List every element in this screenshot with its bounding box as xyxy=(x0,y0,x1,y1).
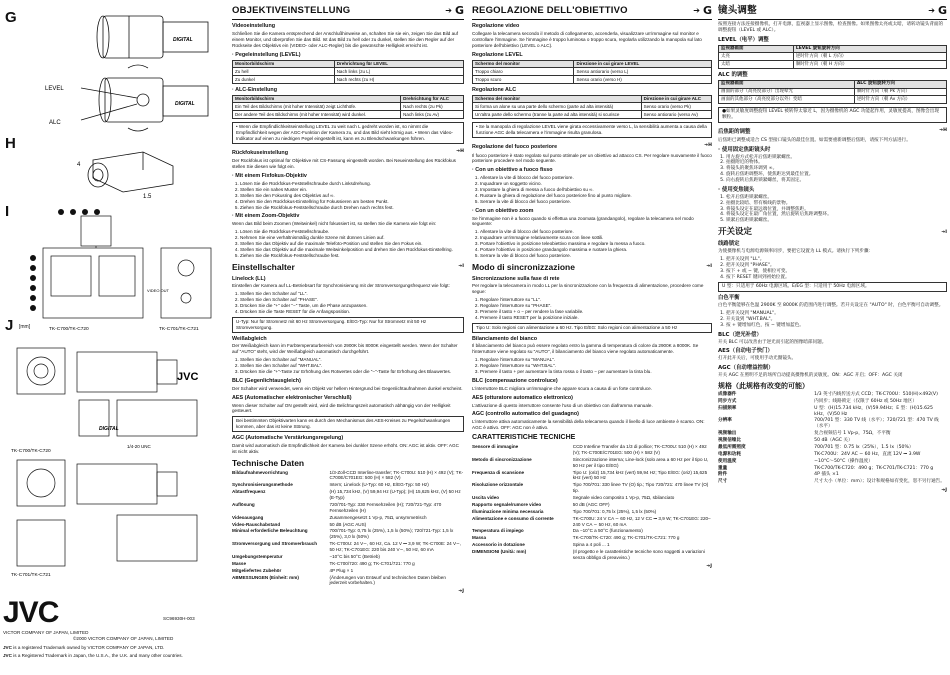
blc-heading: BLC (Gegenlichtausgleich) xyxy=(232,377,301,384)
model-label-c: TK-C700/TK-C720 xyxy=(11,449,51,454)
spec-row xyxy=(472,482,712,494)
spec-row xyxy=(472,542,712,548)
sync-text-it: Per regolare la telecamera in modo LL per la sincronizzazione con la frequenza di alimentazione, procedere come segue: xyxy=(472,283,704,295)
spec-row xyxy=(472,457,712,469)
spec-value: 700/701 型：0.75 lx（25%），1.5 lx（50%） xyxy=(814,444,914,450)
spec-key: Uscita video xyxy=(472,495,500,500)
chinese-title: 镜头调整 xyxy=(718,4,757,16)
aes-heading-it: AES (otturatore automatico elettronico) xyxy=(472,394,573,401)
spec-value: 1/3-Zoll-CCD Interline-transfer; TK-C700U: 510 (H) × 492 (V); TK-C700E/C701EG: 500 (H) × 582 (V) xyxy=(329,469,464,481)
spec-value: Tipo 700/701: 0,75 lx (25%), 1,5 lx (50%) xyxy=(572,508,657,514)
aes-text-zh: 打开此开关后，可使用手动光圈镜头。 xyxy=(718,356,797,362)
spec-key: Masse xyxy=(232,560,247,566)
spec-value: U 型：(H)15.734 kHz，(V)59.94Hz；E 型：(H)15.625 kHz，(V)50 Hz xyxy=(814,405,933,417)
spec-row xyxy=(232,522,464,528)
spec-key: Alimentazione e consumo di corrente xyxy=(472,515,554,521)
chinese-header xyxy=(718,4,947,20)
spec-row xyxy=(232,568,464,574)
spec-value: Tipo U: (oriz) 15,734 kHz (vert) 59,94 Hz; Tipo E/EG: (oriz) 15,625 kHz (vert) 50 Hz xyxy=(572,469,708,481)
spec-row xyxy=(232,502,464,514)
spec-row xyxy=(718,392,947,398)
blc-text-it: L'interruttore BLC migliora un'immagine che appare scura a causa di un forte controluce. xyxy=(472,385,652,391)
alc-heading-zh: ALC 的调整 xyxy=(718,71,748,78)
spec-list-zh xyxy=(718,392,947,485)
level-note-it: • Se la manopola di regolazione LEVEL viene girata eccessivamente verso L, la sensibilità aumenta a causa della funzione AGC della telecamera e l'immagine risulta granulosa. xyxy=(472,122,712,138)
agc-text-zh: 开关 AGC 在照明不足的场所自动提高摄像机的灵敏度。ON：AGC 开启；OFF：AGC 关闭 xyxy=(718,373,903,379)
thread-label: 1/4-20 UNC xyxy=(127,444,151,449)
model-label-a: TK-C700/TK-C720 xyxy=(49,327,89,332)
sync-heading-it: Modo di sincronizzazione xyxy=(472,261,575,272)
spec-value: 720/701-Typ: 330 Fernsehzeilen (H); 720/721-Typ: 470 Fernsehzeilen (H) xyxy=(329,501,442,513)
chinese-column xyxy=(718,4,947,666)
spec-value: 4P 插头 ×1 xyxy=(814,472,839,478)
spec-key: Stromversorgung und Stromverbrauch xyxy=(232,541,317,547)
intro-text-zh: 按照连接方法连接摄像机，打开电源，监视器上显示图像，检查图像。如果图像太亮或太暗，请转动镜头背面的调整旋钮（LEVEL 或 ALC）。 xyxy=(718,22,944,33)
section-letter-g: G xyxy=(5,9,17,26)
jvc-body-logo: JVC xyxy=(177,371,199,383)
spec-value: TK-C700U: 24 V CA ∼ 60 Hz, 12 V CC ⎓ 3,9 W; TK-C701EG: 220–240 V CA ∼ 50 Hz, 60 mA xyxy=(572,515,711,527)
section-letter-j: J xyxy=(5,317,14,334)
unit-label: [mm] xyxy=(19,324,31,330)
spec-value: 内同步；线路锁定（仅限于 60Hz 或 50Hz 地区） xyxy=(814,398,917,404)
model-label-d: TK-C701/TK-C721 xyxy=(11,573,51,578)
spec-value: Segnale video composito 1 Vp-p, 75Ω, sbilanciato xyxy=(572,495,675,500)
spec-value: 50 dB (AGC AUS) xyxy=(329,521,367,527)
zoom-heading-it: · Con un obiettivo zoom xyxy=(472,207,534,214)
alc-table: Monitorbildschirm Drehrichtung für ALC Ein Teil des Bildschirms (mit hoher Intensität) zeigt Lichthöfe. Nach rechts (zu Pk) Der andere Teil des Bildschirms (mit hoher Intensität) wird dunkel. Nach links (zu Av) xyxy=(232,95,464,119)
level-table: Monitorbildschirm Drehrichtung für LEVEL Zu hell Nach links (zu L) Zu dunkel Nach rechts (zu H) xyxy=(232,60,464,84)
zoom-steps-zh: 1. 松开后焦距锁紧螺丝。 2. 拍摄比较暗、带有细线的景物。 3. 将镜头设定在最远端位置，并调整焦距。 4. 将镜头设定在最广角位置，然后旋转后焦距调整环。 5. 锁紧后焦距锁紧螺丝。 xyxy=(718,195,947,224)
spec-value: 700/701-Typ: 0,75 lx (25%), 1,5 lx (50%); 720/721-Typ: 1,5 lx (25%), 3,0 lx (50%) xyxy=(329,528,454,540)
see-figure-j-zh: ➔J xyxy=(941,488,947,494)
spec-value: 尺寸大小（单位：mm）；设计和规格如有变化，恕不另行通告。 xyxy=(814,479,945,485)
spec-row xyxy=(472,535,712,541)
spec-key: 最低所需照度 xyxy=(718,444,746,450)
italian-column xyxy=(472,4,712,666)
level-label: LEVEL xyxy=(45,86,64,92)
jvc-logo: JVC xyxy=(3,596,59,629)
see-figure-i-zh: ➔I xyxy=(941,229,947,235)
digital-label-3: DIGITAL xyxy=(99,426,119,432)
spec-value: −10°C～50°C（操作温度） xyxy=(814,458,873,464)
spec-row xyxy=(718,445,947,451)
sync-note-it: Tipo U: Solo regioni con alimentazione a 60 Hz. Tipo E/EG: Solo regioni con alimentazione a 50 Hz xyxy=(472,323,712,333)
spec-value: Sincronizzazione interna; Line-lock (solo area a 60 Hz per il tipo U, 50 Hz per il tipo E/EG) xyxy=(572,456,709,468)
spec-key: 视频输出 xyxy=(718,431,737,437)
spec-row xyxy=(718,479,947,485)
spec-row xyxy=(232,541,464,553)
trademark-2: JVC is a Registered Trademark in Japan, the U.S.A., the U.K. and many other countries. xyxy=(3,653,183,658)
ll-text-zh: 为使摄像机与电源电源频率同步，要把它设置为 LL 模式。请执行下列步骤： xyxy=(718,249,874,255)
spec-row xyxy=(472,516,712,528)
german-title: OBJEKTIVEINSTELLUNG xyxy=(232,4,351,16)
spec-value: Da −10°C a 50°C (funzionamento) xyxy=(572,528,643,534)
alc-heading: · ALC-Einstellung xyxy=(232,86,278,93)
spec-key: Umgebungstemperatur xyxy=(232,553,283,559)
aes-text: Wenn dieser Schalter auf ON gestellt wird, wird die Belichtungszeit automatisch abhängig von der Helligkeit gesteuert. xyxy=(232,402,451,414)
aes-heading-zh: AES（自动电子快门） xyxy=(718,348,773,355)
wb-steps-zh: 1. 把开关设到 "MANUAL"。 2. 开关设到 "WHT.BAL"。 3. 按 + 键增加红色，按 − 键增加蓝色。 xyxy=(718,311,947,329)
fixed-focus-heading-zh: · 使用固定焦距镜头时 xyxy=(718,146,771,153)
spec-key: Abtastfrequenz xyxy=(232,489,266,495)
ll-heading-zh: 线路锁定 xyxy=(718,241,740,248)
spec-key: Minimal erforderliche Beleuchtung xyxy=(232,528,308,534)
wb-steps: 1. Stellen Sie den Schalter auf "MANUAL". 2. Stellen Sie den Schalter auf "WHT.BAL". 3. Drücken Sie die "+"-Taste zur Erhöhung des Rotwertes oder die "−"-Taste für Erhöhung des Blauwertes. xyxy=(232,357,464,375)
spec-key: 扫描频率 xyxy=(718,405,737,411)
spec-list-it xyxy=(472,444,712,561)
spec-key: Bildaufnahmevorrichtung xyxy=(232,469,288,475)
fixed-focus-heading: · Mit einem Fixfokus-Objektiv xyxy=(232,173,307,180)
linelock-steps: 1. Stellen Sie den Schalter auf "LL". 2. Stellen Sie den Schalter auf "PHASE". 3. Drücken Sie die "+" oder "−" Taste, um die Phase anzupassen. 4. Drücken Sie die Taste RESET für die Anfangsposition. xyxy=(232,291,464,315)
spec-row xyxy=(718,452,947,458)
section-letter-i: I xyxy=(5,203,10,220)
ll-note-zh: U 型：只适用于 60Hz 电源区域。E/EG 型：只适用于 50Hz 电源区域。 xyxy=(718,282,947,292)
level-heading: · Pegeleinstellung (LEVEL) xyxy=(232,51,301,58)
wb-text: Der Weißabgleich kann im Farbtemperaturbereich von 2900K bis 8000K eingestellt werden. Wenn der Schalter auf "AUTO" steht, wird der Weißabgleich automatisch durchgeführt. xyxy=(232,343,458,355)
spec-row xyxy=(718,418,947,430)
blc-heading-zh: BLC（逆光补偿） xyxy=(718,331,762,338)
aes-note: Bei bestimmten Objektivarten kann es durch den Mechanismus des AES-Kreises zu Pegelschwankungen kommen, aber das ist keine Störung. xyxy=(232,416,464,432)
spec-key: 视频信噪比 xyxy=(718,438,741,444)
wb-text-it: Il bilanciamento del bianco può essere regolato entro la gamma di temperatura di colore da 2900K a 8000K. Se l'interruttore viene regolato su "AUTO", il bilanciamento del bianco viene regolato automaticamente. xyxy=(472,343,699,355)
level-note: • Wenn die Empfindlichkeitseinstellung LEVEL zu weit nach L gedreht worden ist, so nimmt die Empfindlichkeit wegen der AGC-Funktion der Kamera zu, und das Bild sieht körnig aus. • Wenn das Video-Indikator auf einen zu niedrigen Pegel eingestellt ist, kann es zu Blendschwankungen führen. xyxy=(232,122,464,144)
spec-value: TK-C700/TK-C720：490 g；TK-C701/TK-C721：770 g xyxy=(814,465,934,471)
aes-heading: AES (Automatischer elektronischer Verschluß) xyxy=(232,394,352,401)
aes-text-it: L'attivazione di questo interruttore consente l'uso di un obiettivo con diaframma manuale. xyxy=(472,402,653,408)
see-figure-g-it: ➔ G xyxy=(693,4,712,17)
zoom-text: Wenn das Bild beim Zoomen (Weitwinkel) nicht fokussiert ist, so stellen Sie die Kamera wie folgt ein: xyxy=(232,221,437,227)
backfocus-heading-it: Regolazione del fuoco posteriore xyxy=(472,143,558,150)
spec-row xyxy=(472,528,712,534)
spec-row xyxy=(232,482,464,488)
wb-heading-zh: 白色平衡 xyxy=(718,295,740,302)
copyright: ©2000 VICTOR COMPANY OF JAPAN, LIMITED xyxy=(73,636,174,641)
german-header xyxy=(232,4,464,20)
backfocus-text: Der Rückfokus ist optimal für Objektive mit CS-Fassung eingestellt worden. Bei Neueinstellung des Rückfokus stellen Sie diesen wie folgt ein. xyxy=(232,158,456,170)
callout-4: 4 xyxy=(77,162,81,168)
wb-heading: Weißabgleich xyxy=(232,335,267,342)
fixed-focus-steps: 1. Lösen Sie die Rückfokus-Feststellschraube durch Linksdrehung. 2. Stellen Sie ein nahes Muster ein. 3. Stellen Sie den Fokusring des Objektivs auf ∞. 4. Drehen Sie den Rückfokus-Einstellring für Fokussieren am besten Punkt. 5. Ziehen Sie die Rückfokus-Feststellschraube durch Drehen nach rechts fest. xyxy=(232,181,464,210)
digital-label-2: DIGITAL xyxy=(175,101,195,107)
agc-heading-it: AGC (controllo automatico del guadagno) xyxy=(472,411,579,418)
spec-row xyxy=(232,470,464,482)
zoom-steps-it: 1. Allentare la vite di blocco del fuoco posteriore. 2. Inquadrare un'immagine relativamente scura con linee sottili. 3. Portare l'obiettivo in posizione teleobiettivo massima e regolare la messa a fuoco. 4. Portare l'obiettivo in posizione grandangolo massima e ruotare la ghiera. 5. Serrare la vite di blocco del fuoco posteriore. xyxy=(472,229,712,258)
spec-value: Intern; Linelock (U-Typ: 60 Hz, E/EG-Typ: 50 Hz) xyxy=(329,482,429,488)
backfocus-heading: Rückfokuseinstellung xyxy=(232,149,289,156)
document-code: SC96930H-003 xyxy=(163,616,195,621)
digital-label-1: DIGITAL xyxy=(173,37,193,43)
spec-key: 附件 xyxy=(718,472,728,478)
sync-sub-it: Sincronizzazione sulla fase di rete xyxy=(472,275,560,282)
level-table-it: Schermo del monitor Direzione in cui girare LEVEL Troppo chiaro Senso antiorario (verso L) Troppo scuro Senso orario (verso H) xyxy=(472,60,712,84)
backfocus-text-zh: 后焦距已调整成适合 CS 型接口镜头的最佳位置。如需要重新调整后焦距，请按下列方法进行。 xyxy=(718,137,911,143)
spec-key: Accessorio in dotazione xyxy=(472,542,525,548)
linelock-heading: Linelock (LL) xyxy=(232,275,266,282)
spec-value: CCD Interline Transfer da 1/3 di pollice; TK-C700U: 510 (H) × 492 (V); TK-C700E/C701EG: 500 (H) × 582 (V) xyxy=(572,444,707,455)
level-table-zh: 监视器画面 LEVEL 旋钮旋转方向 太亮 逆时针方向（朝 L 方向） 太暗 顺时针方向（朝 H 方向） xyxy=(718,45,947,69)
spec-row xyxy=(472,509,712,515)
ll-steps-zh: 1. 把开关设到 "LL"。 2. 把开关设到 "PHASE"。 3. 按下 + 或 − 键，使相位可变。 4. 按下 RESET 键回到初始位置。 xyxy=(718,257,947,281)
spec-key: Metodo di sincronizzazione xyxy=(472,456,532,462)
italian-title: REGOLAZIONE DELL'OBIETTIVO xyxy=(472,4,628,16)
spec-key: Illuminazione minima necessaria xyxy=(472,508,544,514)
spec-row xyxy=(718,472,947,478)
spec-heading-it: CARATTERISTICHE TECNICHE xyxy=(472,434,576,442)
level-heading-zh: LEVEL（电平）调整 xyxy=(718,36,769,43)
spec-value: 50 dB (AGC OFF) xyxy=(572,501,610,507)
spec-row xyxy=(232,575,464,587)
agc-text-it: L'interruttore attiva automaticamente la sensibilità della telecamera quando il livello di luce ambiente è scarso. ON: AGC è attivo. OFF: AGC non è attivo. xyxy=(472,419,705,431)
blc-heading-it: BLC (compensazione controluce) xyxy=(472,377,558,384)
spec-value: 1/3 英寸内线传送方式 CCD；TK-C700U：510(H)×492(V) xyxy=(814,391,938,397)
spec-heading: Technische Daten xyxy=(232,457,305,468)
spec-value: Tipo 700/701: 330 linee TV (O) tip.; Tipo 720/721: 470 linee TV (O) tip. xyxy=(572,482,709,494)
spec-value: 700/701 型：330 TV 线（水平）；720/721 型：470 TV 线（水平） xyxy=(814,418,939,430)
video-text: Schließen Sie die Kamera entsprechend der Anschlußhinweise an, schalten Sie sie ein, zeigen Sie das Bild auf einem Monitor, und überprüfen Sie das Bild. Ist das Bild zu hell oder zu dunkel, stellen Sie den Regler auf der Rückseite des Objektivs ein (VIDEO- oder ALC-Regler) bis die gewünschte Helligkeit erreicht ist. xyxy=(232,30,458,48)
see-figure-j: ➔J xyxy=(458,589,464,595)
spec-row xyxy=(472,502,712,508)
spec-row xyxy=(718,406,947,418)
sync-steps-it: 1. Regolare l'interruttore su "LL". 2. Regolare l'interruttore su "PHASE". 3. Premere il tasto + o − per rendere la fase variabile. 4. Premere il tasto RESET per la posizione iniziale. xyxy=(472,297,712,321)
spec-row xyxy=(718,399,947,405)
spec-row xyxy=(472,549,712,561)
diagram-column xyxy=(3,4,225,666)
zoom-text-it: Se l'immagine non è a fuoco quando si effettua una zoomata (grandangolo), regolare la telecamera nel modo seguente: xyxy=(472,215,694,227)
dimensions-diagram xyxy=(7,340,223,590)
see-figure-i: ➔I xyxy=(458,264,464,270)
spec-value: (H) 15,734 kHz, (V) 59,94 Hz (U-Typ); (H) 15,625 kHz, (V) 50 Hz (E-Typ) xyxy=(329,489,461,501)
alc-table-it: Schermo del monitor Direzione in cui girare ALC Si forma un alone su una parte dello schermo (parte ad alta intensità) Senso orario (verso Pk) Un'altra parte dello schermo (tranne la parte ad alta intensità) si scurisce Senso antiorario (verso Av) xyxy=(472,95,712,119)
spec-row xyxy=(718,466,947,472)
trademark-1: JVC is a registered Trademark owned by VICTOR COMPANY OF JAPAN, LTD. xyxy=(3,645,165,650)
spec-row xyxy=(718,459,947,465)
spec-row xyxy=(232,515,464,521)
see-figure-g-zh: ➔ G xyxy=(928,4,947,17)
video-out-label: VIDEO OUT xyxy=(147,288,170,293)
blc-text-zh: 开关 BLC 可以改善由于逆光而引起的图像暗部问题。 xyxy=(718,339,827,345)
blc-text: Der Schalter wird verwendet, wenn ein Objekt vor hellem Hintergrund bei Gegenlichtaufnahmen dunkel erscheint. xyxy=(232,385,463,391)
spec-row xyxy=(232,561,464,567)
spec-row xyxy=(472,444,712,456)
see-figure-h-it: ➔H xyxy=(704,143,712,149)
spec-key: Rapporto segnale/rumore video xyxy=(472,501,542,507)
video-heading: Videoeinstellung xyxy=(232,23,276,30)
spec-key: 电源和功耗 xyxy=(718,451,741,457)
lens-adjustment-diagram xyxy=(33,8,223,136)
spec-key: 重量 xyxy=(718,465,728,471)
spec-key: Risoluzione orizzontale xyxy=(472,482,524,488)
alc-heading-it: Regolazione ALC xyxy=(472,86,517,93)
agc-text: Damit wird automatisch die Empfindlichkeit der Kamera bei dunkler Szene erhöht. ON: AGC ist aktiv. OFF: AGC ist nicht aktiv. xyxy=(232,442,459,454)
spec-key: Auflösung xyxy=(232,501,255,507)
callout-1-5: 1.5 xyxy=(143,194,152,200)
spec-value: TK-C700U: 24 V∼, 60 Hz, Ca. 12 V ⎓ 3,9 W; TK-C700E: 24 V∼, 50 Hz; TK-C701EG: 220 bis 240 V∼, 50 Hz, 60 mA xyxy=(329,541,462,553)
spec-value: −10°C bis 50°C (Betrieb) xyxy=(329,553,380,559)
spec-value: (Änderungen von Entwurf und technischen Daten bleiben jederzeit vorbehalten.) xyxy=(329,574,446,586)
spec-heading-zh: 规格（此规格有改变的可能） xyxy=(718,382,809,391)
agc-heading-zh: AGC（自动增益控制） xyxy=(718,365,774,372)
spec-row xyxy=(232,554,464,560)
spec-value: 50 dB（AGC 关） xyxy=(814,438,853,444)
spec-value: 4P Plug × 1 xyxy=(329,567,354,573)
linelock-note: U-Typ: Nur für Stromnetz mit 60 Hz Stromversorgung. E/EG-Typ: Nur für Stromnetz mit 50 Hz Stromversorgung. xyxy=(232,317,464,333)
spec-list xyxy=(232,470,464,587)
see-figure-i-it: ➔I xyxy=(706,264,712,270)
spec-key: 成像器件 xyxy=(718,391,737,397)
level-heading-it: Regolazione LEVEL xyxy=(472,51,523,58)
spec-value: TK-C700U：24V AC ∼ 60 Hz，直流 12V ⎓ 3.9W xyxy=(814,451,921,457)
level-note-zh: ●如果灵敏度调整旋钮 LEVEL 被转得太靠近 L，因为摄像机的 AGC 功能起作用，灵敏度提高，图像会出现颗粒。 xyxy=(718,107,947,123)
see-figure-j-it: ➔J xyxy=(706,563,712,569)
spec-key: Mitgeliefertes Zubehör xyxy=(232,567,282,573)
backfocus-text-it: Il fuoco posteriore è stato regolato sul punto ottimale per un obiettivo ad attacco CS. Per regolare nuovamente il fuoco posteriore procedere nel modo seguente. xyxy=(472,152,712,164)
zoom-steps: 1. Lösen Sie die Rückfokus-Feststellschraube. 2. Nehmen Sie eine verhältnismäßig dunkle Szene mit dünnen Linien auf. 3. Stellen Sie das Objektiv auf die maximale Telefoto-Position und stellen Sie den Fokus ein. 4. Stellen Sie das Objektiv auf die maximale Weitwinkelposition und drehen Sie den Rückfokus-Einstellring. 5. Ziehen Sie die Rückfokus-Feststellschraube fest. xyxy=(232,229,464,258)
video-text-it: Collegare la telecamera secondo il metodo di collegamento, accenderla, visualizzare un'immagine sul monitor e controllare l'immagine. Se l'immagine è troppo luminosa o troppo scura, regolarla utilizzando la manopola sul lato posteriore dell'obiettivo (LEVEL o ALC). xyxy=(472,30,702,48)
spec-key: 尺寸 xyxy=(718,479,728,485)
spec-value: Zusammengesetzt 1 Vp-p, 75Ω, unsymmetrisch xyxy=(329,514,427,520)
wb-steps-it: 1. Regolare l'interruttore su "MANUAL". 2. Regolare l'interruttore su "WHT.BAL". 3. Premere il tasto + per aumentare la tinta rossa o il tasto − per aumentare la tinta blu. xyxy=(472,357,712,375)
zoom-heading-zh: · 使用变焦镜头 xyxy=(718,186,755,193)
linelock-text: Einstellen der Kamera auf LL-Betriebsart für Synchronisierung mit der Stromversorgungsfrequenz wie folgt: xyxy=(232,283,450,289)
alc-label: ALC xyxy=(49,120,61,126)
switch-heading-zh: 开关设定 xyxy=(718,227,753,238)
spec-key: Temperatura di impiego xyxy=(472,528,524,534)
fixed-focus-steps-zh: 1. 用左旋方式松开后焦距锁紧螺丝。 2. 拍摄附近的物体。 3. 将镜头的聚焦环调到 ∞。 4. 旋转后焦距调整环，使焦距达到最佳位置。 5. 向右旋转后焦距锁紧螺丝，将其固定。 xyxy=(718,155,947,184)
company-name: VICTOR COMPANY OF JAPAN, LIMITED xyxy=(3,630,89,635)
spec-key: 分辨率 xyxy=(718,418,732,424)
spec-value: Spina a 4 poli ... 1 xyxy=(572,542,610,548)
spec-value: TK-C700/720: 490 g; TK-C701/721: 770 g xyxy=(329,560,415,566)
spec-key: DIMENSIONI (Unità: mm) xyxy=(472,549,527,554)
spec-row xyxy=(718,431,947,437)
switch-panel-diagram xyxy=(21,208,221,338)
german-column xyxy=(232,4,464,666)
see-figure-h-zh: ➔H xyxy=(939,128,947,134)
spec-key: Synchronisierungsmethode xyxy=(232,482,293,488)
see-figure-g: ➔ G xyxy=(445,4,464,17)
wb-text-zh: 白色平衡能够在色温 2900K 至 8000K 的范围内进行调整。若开关设定在 "AUTO" 时，白色平衡可自动调整。 xyxy=(718,303,944,309)
fixed-focus-heading-it: · Con un obiettivo a fuoco fisso xyxy=(472,167,553,174)
spec-row xyxy=(718,438,947,444)
spec-key: Videoausgang xyxy=(232,514,264,520)
spec-key: Video-Rauschabstand xyxy=(232,521,281,527)
section-letter-h: H xyxy=(5,135,16,152)
backfocus-heading-zh: 后焦距的调整 xyxy=(718,128,751,135)
video-heading-it: Regolazione video xyxy=(472,23,520,30)
spec-row xyxy=(472,495,712,501)
wb-heading-it: Bilanciamento del bianco xyxy=(472,335,538,342)
model-label-b: TK-C701/TK-C721 xyxy=(159,327,199,332)
alc-table-zh: 监视器画面 ALC 旋钮旋转方向 画面的部分（高亮度部分）出现晕光 顺时针方向（朝 Pk 方向） 画面的其他部分（高亮度部分以外）变暗 逆时针方向（朝 Av 方向） xyxy=(718,80,947,104)
spec-key: 同步方式 xyxy=(718,398,737,404)
spec-row xyxy=(232,528,464,540)
spec-key: ABMESSUNGEN (Einheit: mm) xyxy=(232,574,299,580)
spec-value: (Il progetto e le caratteristiche tecniche sono soggetti a variazioni senza obbligo di preavviso.) xyxy=(572,549,705,560)
spec-value: TK-C700/TK-C720: 490 g; TK-C701/TK-C721: 770 g xyxy=(572,535,680,541)
spec-key: Massa xyxy=(472,535,487,541)
spec-key: Sensore di immagine xyxy=(472,444,519,449)
back-focus-diagram xyxy=(73,140,193,200)
fixed-focus-steps-it: 1. Allentare la vite di blocco del fuoco posteriore. 2. Inquadrare un soggetto vicino. 3. Impostare la ghiera di messa a fuoco dell'obiettivo su ∞. 4. Ruotare la ghiera di regolazione del fuoco posteriore fino al punto migliore. 5. Serrare la vite di blocco del fuoco posteriore. xyxy=(472,175,712,204)
spec-key: 使用温度 xyxy=(718,458,737,464)
spec-value: 复合视频信号 1 Vp-p，75Ω，不平衡 xyxy=(814,431,891,437)
spec-row xyxy=(232,489,464,501)
zoom-heading: · Mit einem Zoom-Objektiv xyxy=(232,213,300,220)
settings-heading: Einstellschalter xyxy=(232,261,295,272)
spec-key: Frequenza di scansione xyxy=(472,469,525,475)
italian-header xyxy=(472,4,712,20)
spec-row xyxy=(472,470,712,482)
agc-heading: AGC (Automatische Verstärkungsregelung) xyxy=(232,435,344,442)
see-figure-h: ➔H xyxy=(456,149,464,155)
